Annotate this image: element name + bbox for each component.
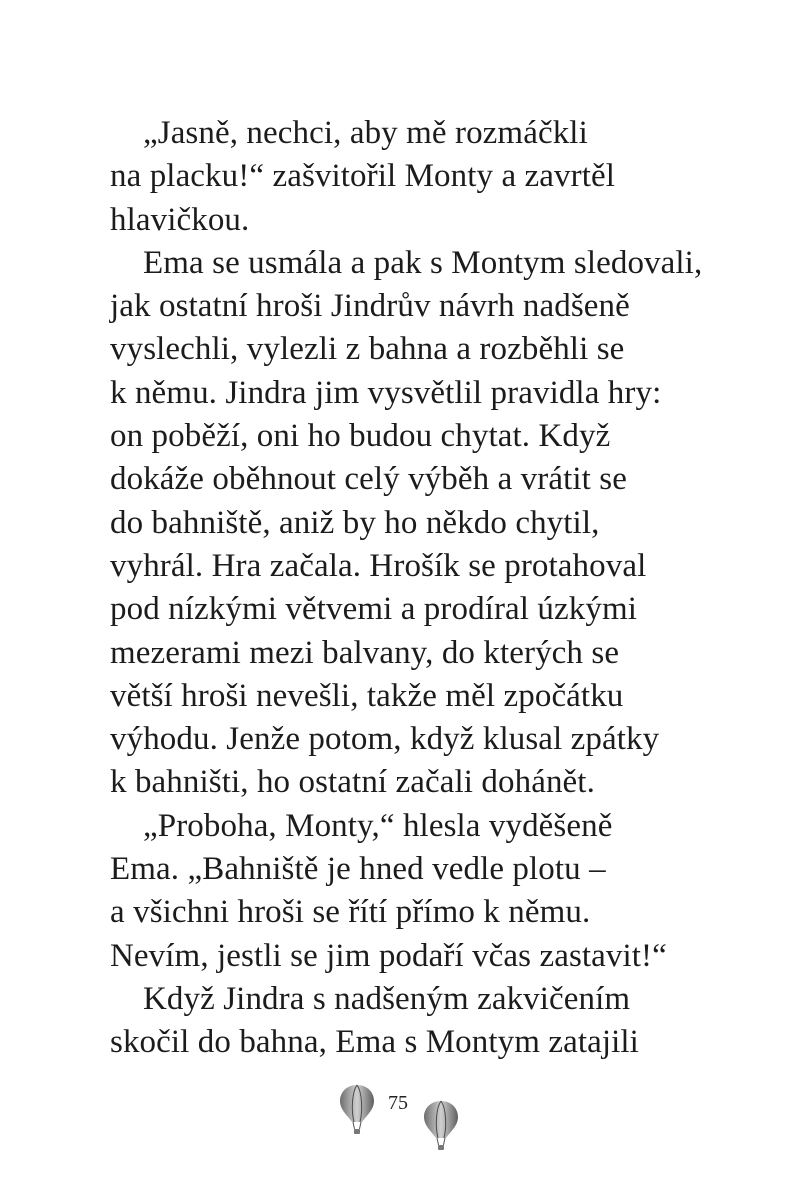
body-text: [110, 112, 710, 1065]
text-line: vyhrál. Hra začala. Hrošík se protahoval: [110, 547, 647, 584]
text-line: on poběží, oni ho budou chytat. Když: [110, 418, 611, 455]
text-line: mezerami mezi balvany, do kterých se: [110, 634, 620, 671]
text-line: výhodu. Jenže potom, když klusal zpátky: [110, 721, 660, 758]
text-line: pod nízkými větvemi a prodíral úzkými: [110, 591, 637, 628]
text-line: do bahniště, aniž by ho někdo chytil,: [110, 504, 600, 541]
hot-air-balloon-icon: [423, 1100, 459, 1152]
page-number: 75: [388, 1092, 408, 1114]
text-line: k bahništi, ho ostatní začali dohánět.: [110, 764, 595, 801]
text-line: „Proboha, Monty,“ hlesla vyděšeně: [143, 807, 613, 844]
page-footer: [0, 1080, 789, 1160]
text-line: skočil do bahna, Ema s Montym zatajili: [110, 1024, 639, 1061]
text-line: jak ostatní hroši Jindrův návrh nadšeně: [110, 288, 630, 325]
text-line: Ema. „Bahniště je hned vedle plotu –: [110, 851, 606, 888]
text-line: k němu. Jindra jim vysvětlil pravidla hry:: [110, 374, 662, 411]
text-line: Ema se usmála a pak s Montym sledovali,: [143, 244, 703, 281]
text-line: hlavičkou.: [110, 201, 250, 238]
text-line: na placku!“ zašvitořil Monty a zavrtěl: [110, 158, 616, 195]
text-line: vyslechli, vylezli z bahna a rozběhli se: [110, 331, 625, 368]
text-line: Když Jindra s nadšeným zakvičením: [143, 980, 631, 1017]
text-line: dokáže oběhnout celý výběh a vrátit se: [110, 461, 627, 498]
text-line: „Jasně, nechci, aby mě rozmáčkli: [143, 115, 588, 151]
text-line: Nevím, jestli se jim podaří včas zastavit!“: [110, 937, 667, 974]
text-line: a všichni hroši se řítí přímo k němu.: [110, 894, 591, 931]
hot-air-balloon-icon: [339, 1084, 375, 1136]
text-line: větší hroši nevešli, takže měl zpočátku: [110, 677, 624, 714]
